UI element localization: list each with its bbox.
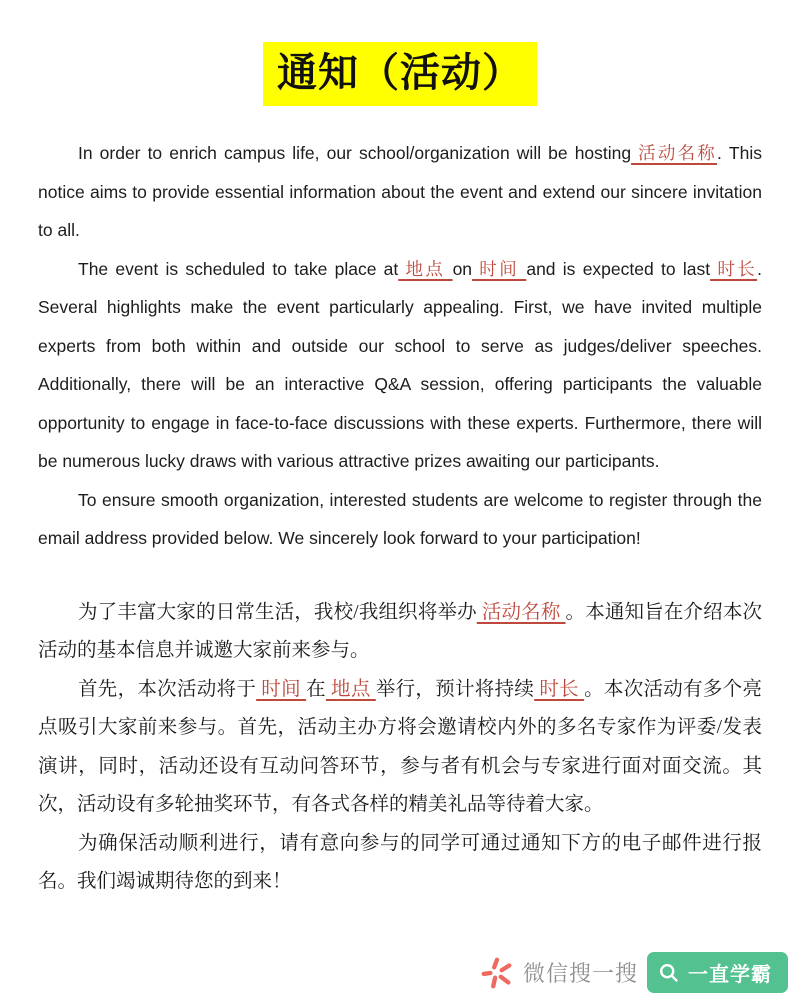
english-paragraph-1 (38, 134, 762, 250)
placeholder-location-link[interactable]: 地点 (325, 678, 376, 700)
paragraph-text: 为确保活动顺利进行，请有意向参与的同学可通过通知下方的电子邮件进行报名。我们竭诚期待您的到来！ (38, 832, 762, 892)
paragraph-text: 为了丰富大家的日常生活，我校/我组织将举办 (78, 601, 477, 623)
paragraph-text: on (452, 258, 473, 279)
english-paragraph-2 (38, 250, 762, 481)
page-title: 通知（活动） (263, 42, 537, 106)
placeholder-activity-name-link[interactable]: 活动名称 (631, 143, 717, 163)
chinese-section (38, 594, 762, 902)
placeholder-duration-link[interactable]: 时长 (710, 258, 758, 279)
wechat-search-watermark (476, 949, 792, 996)
chinese-paragraph-3 (38, 825, 762, 902)
wechat-search-label: 微信搜一搜 (522, 961, 638, 986)
search-icon (658, 962, 680, 984)
paragraph-text: . This notice aims to provide essential information about the event and extend our sincere invitation to all. (38, 143, 762, 240)
paragraph-text: 。本通知旨在介绍本次活动的基本信息并诚邀大家前来参与。 (38, 601, 762, 661)
paragraph-text: 举行，预计将持续 (375, 678, 535, 700)
chinese-paragraph-1 (38, 594, 762, 671)
paragraph-text: 在 (306, 678, 326, 700)
placeholder-location-link[interactable]: 地点 (398, 258, 453, 279)
paragraph-text: The event is scheduled to take place at (78, 258, 399, 279)
search-badge-label: 一直学霸 (688, 964, 772, 986)
paragraph-text: 。本次活动有多个亮点吸引大家前来参与。首先，活动主办方将会邀请校内外的多名专家作为评委/发表演讲，同时，活动还设有互动问答环节，参与者有机会与专家进行面对面交流。其次，活动设有多轮抽奖环节，有各式各样的精美礼品等待着大家。 (38, 678, 762, 815)
english-section (38, 134, 762, 558)
placeholder-time-link[interactable]: 时间 (472, 258, 527, 279)
placeholder-duration-link[interactable]: 时长 (534, 678, 585, 700)
paragraph-text: In order to enrich campus life, our school/organization will be hosting (78, 143, 632, 163)
paragraph-text: . Several highlights make the event particularly appealing. First, we have invited multiple experts from both within and outside our school to serve as judges/deliver speeches. Additionally, there will be an interactive Q&A session, offering participants the valuable opportunity to engage in face-to-face discussions with these experts. Furthermore, there will be numerous lucky draws with various attractive prizes awaiting our participants. (38, 258, 762, 471)
placeholder-time-link[interactable]: 时间 (256, 678, 307, 700)
paragraph-text: 首先，本次活动将于 (78, 678, 257, 700)
paragraph-text: and is expected to last (526, 258, 711, 279)
placeholder-activity-name-link[interactable]: 活动名称 (476, 601, 566, 623)
paragraph-text: To ensure smooth organization, interested students are welcome to register through the email address provided below. We sincerely look forward to your participation! (38, 489, 762, 548)
search-badge-button[interactable] (647, 952, 788, 993)
wechat-sou-icon (480, 956, 514, 990)
chinese-paragraph-2 (38, 671, 762, 825)
title-block (38, 0, 762, 106)
english-paragraph-3 (38, 481, 762, 558)
